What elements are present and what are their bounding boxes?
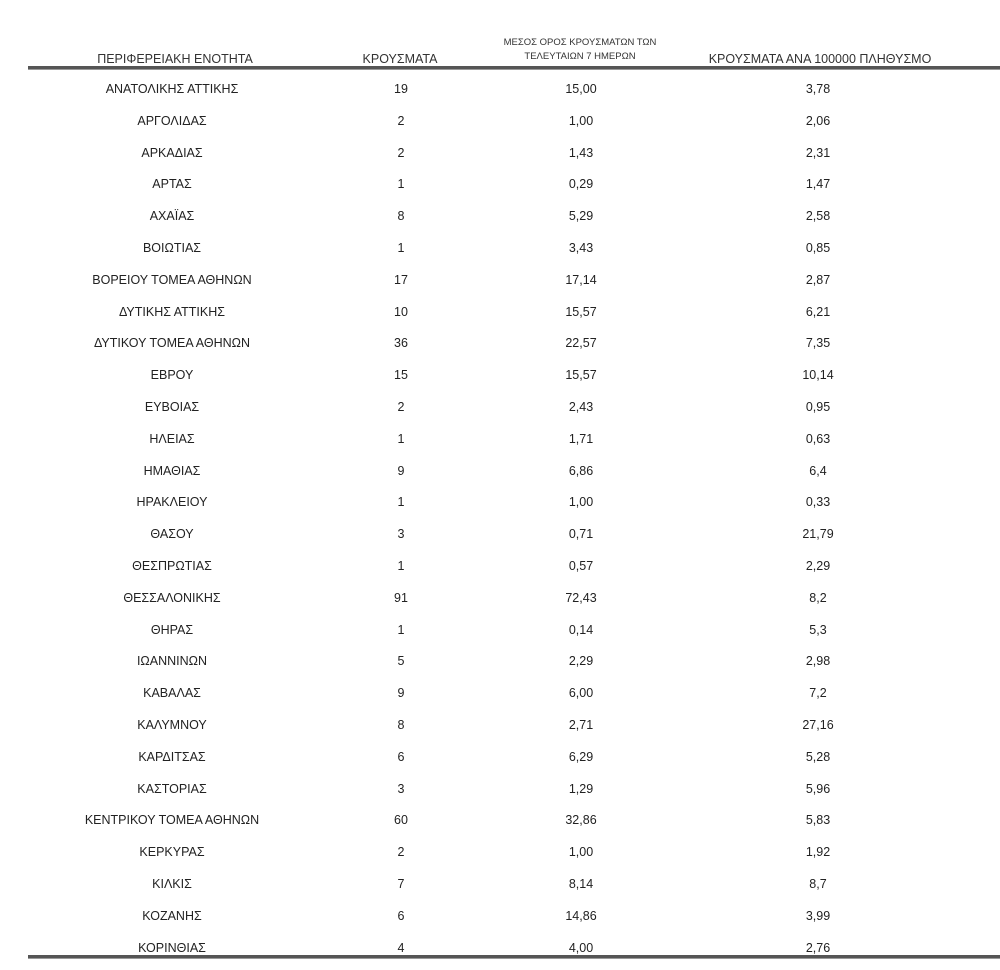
cell-avg: 2,43 — [568, 399, 594, 414]
table-row — [0, 557, 1000, 589]
cell-cases: 1 — [397, 622, 405, 637]
cell-avg: 1,00 — [568, 495, 594, 510]
cell-avg: 0,14 — [568, 622, 594, 637]
cell-per100k: 2,87 — [805, 272, 831, 287]
cell-cases: 1 — [397, 495, 405, 510]
cell-region: ΑΡΤΑΣ — [152, 177, 192, 192]
cell-per100k: 2,58 — [805, 209, 831, 224]
cell-region: ΒΟΡΕΙΟΥ ΤΟΜΕΑ ΑΘΗΝΩΝ — [92, 272, 252, 287]
table-row — [0, 271, 1000, 303]
cell-avg: 1,00 — [568, 113, 594, 128]
cell-cases: 1 — [397, 558, 405, 573]
cell-per100k: 3,99 — [805, 908, 831, 923]
table-row — [0, 207, 1000, 239]
cell-avg: 14,86 — [565, 908, 597, 923]
table-row — [0, 907, 1000, 939]
table-row — [0, 144, 1000, 176]
cell-cases: 17 — [394, 272, 408, 287]
cell-avg: 15,00 — [565, 82, 597, 96]
cell-per100k: 0,33 — [805, 495, 831, 510]
cell-cases: 6 — [397, 749, 405, 764]
cell-cases: 91 — [394, 590, 408, 605]
cell-avg: 32,86 — [565, 813, 597, 828]
cell-avg: 22,57 — [565, 336, 597, 351]
cell-region: ΚΟΡΙΝΘΙΑΣ — [138, 940, 206, 955]
cell-cases: 15 — [394, 368, 408, 383]
cell-region: ΑΧΑΪΑΣ — [149, 209, 195, 224]
cell-avg: 1,43 — [568, 145, 594, 160]
cell-avg: 0,57 — [568, 558, 594, 573]
cell-cases: 2 — [397, 845, 405, 860]
table-row — [0, 684, 1000, 716]
cell-per100k: 27,16 — [802, 717, 834, 732]
cell-per100k: 6,4 — [809, 463, 827, 478]
cell-per100k: 0,85 — [805, 240, 831, 255]
cell-per100k: 21,79 — [802, 527, 834, 542]
cell-cases: 4 — [397, 940, 405, 955]
header-avg — [470, 36, 690, 64]
cell-region: ΚΑΣΤΟΡΙΑΣ — [137, 781, 207, 796]
table-row — [0, 621, 1000, 653]
cell-region: ΑΡΓΟΛΙΔΑΣ — [137, 113, 207, 128]
cell-avg: 5,29 — [568, 209, 594, 224]
cell-region: ΔΥΤΙΚΟΥ ΤΟΜΕΑ ΑΘΗΝΩΝ — [93, 336, 251, 351]
cell-cases: 9 — [397, 686, 405, 701]
header-cases: ΚΡΟΥΣΜΑΤΑ — [362, 52, 438, 66]
cell-avg: 0,71 — [568, 527, 594, 542]
cell-region: ΑΝΑΤΟΛΙΚΗΣ ΑΤΤΙΚΗΣ — [105, 82, 239, 96]
table-row — [0, 430, 1000, 462]
cell-region: ΚΕΝΤΡΙΚΟΥ ΤΟΜΕΑ ΑΘΗΝΩΝ — [84, 813, 260, 828]
cell-region: ΚΑΒΑΛΑΣ — [143, 686, 201, 701]
cell-cases: 3 — [397, 527, 405, 542]
cell-region: ΑΡΚΑΔΙΑΣ — [141, 145, 203, 160]
cell-region: ΙΩΑΝΝΙΝΩΝ — [136, 654, 208, 669]
table-row — [0, 811, 1000, 843]
cell-per100k: 8,2 — [809, 590, 827, 605]
cell-cases: 6 — [397, 908, 405, 923]
cell-avg: 6,29 — [568, 749, 594, 764]
cell-per100k: 2,31 — [805, 145, 831, 160]
cell-cases: 2 — [397, 113, 405, 128]
table-row — [0, 366, 1000, 398]
cell-region: ΘΕΣΣΑΛΟΝΙΚΗΣ — [123, 590, 221, 605]
header-per100k: ΚΡΟΥΣΜΑΤΑ ΑΝΑ 100000 ΠΛΗΘΥΣΜΟ — [708, 52, 932, 66]
cell-region: ΚΟΖΑΝΗΣ — [142, 908, 202, 923]
header-region: ΠΕΡΙΦΕΡΕΙΑΚΗ ΕΝΟΤΗΤΑ — [97, 52, 253, 66]
table-row — [0, 303, 1000, 335]
table-row — [0, 843, 1000, 875]
header-rule — [28, 66, 1000, 70]
cell-region: ΗΛΕΙΑΣ — [149, 431, 195, 446]
cell-cases: 5 — [397, 654, 405, 669]
header-avg-line2: ΤΕΛΕΥΤΑΙΩΝ 7 ΗΜΕΡΩΝ — [524, 51, 636, 62]
cell-cases: 60 — [394, 813, 408, 828]
cell-per100k: 6,21 — [805, 304, 831, 319]
table-row — [0, 525, 1000, 557]
cell-per100k: 0,63 — [805, 431, 831, 446]
table-row — [0, 652, 1000, 684]
cell-avg: 1,00 — [568, 845, 594, 860]
cell-per100k: 0,95 — [805, 399, 831, 414]
cell-avg: 1,29 — [568, 781, 594, 796]
cell-avg: 2,71 — [568, 717, 594, 732]
table-row — [0, 716, 1000, 748]
cell-avg: 6,86 — [568, 463, 594, 478]
cell-per100k: 7,35 — [805, 336, 831, 351]
cell-per100k: 2,76 — [805, 940, 831, 955]
cell-per100k: 5,3 — [809, 622, 827, 637]
table-row — [0, 780, 1000, 812]
cell-per100k: 2,98 — [805, 654, 831, 669]
table-row — [0, 875, 1000, 907]
cell-cases: 10 — [394, 304, 408, 319]
table-row — [0, 398, 1000, 430]
cell-avg: 8,14 — [568, 876, 594, 891]
cell-per100k: 5,28 — [805, 749, 831, 764]
table-row — [0, 748, 1000, 780]
cell-cases: 7 — [397, 876, 405, 891]
cell-per100k: 3,78 — [805, 82, 831, 96]
table-row — [0, 112, 1000, 144]
cell-cases: 19 — [394, 82, 408, 96]
cell-per100k: 5,83 — [805, 813, 831, 828]
cell-cases: 8 — [397, 717, 405, 732]
cell-avg: 3,43 — [568, 240, 594, 255]
header-avg-line1: ΜΕΣΟΣ ΟΡΟΣ ΚΡΟΥΣΜΑΤΩΝ ΤΩΝ — [503, 37, 657, 48]
cell-cases: 2 — [397, 145, 405, 160]
cell-avg: 15,57 — [565, 304, 597, 319]
cell-cases: 1 — [397, 177, 405, 192]
cell-per100k: 2,06 — [805, 113, 831, 128]
cell-cases: 3 — [397, 781, 405, 796]
cell-region: ΘΕΣΠΡΩΤΙΑΣ — [132, 558, 212, 573]
cell-avg: 1,71 — [568, 431, 594, 446]
table-row — [0, 493, 1000, 525]
table-row — [0, 462, 1000, 494]
cell-region: ΗΜΑΘΙΑΣ — [143, 463, 201, 478]
cell-avg: 2,29 — [568, 654, 594, 669]
cell-avg: 6,00 — [568, 686, 594, 701]
table-row — [0, 589, 1000, 621]
cell-region: ΒΟΙΩΤΙΑΣ — [142, 240, 202, 255]
cell-region: ΗΡΑΚΛΕΙΟΥ — [136, 495, 208, 510]
cell-cases: 1 — [397, 431, 405, 446]
table-row — [0, 334, 1000, 366]
table-row — [0, 239, 1000, 271]
cell-per100k: 7,2 — [809, 686, 827, 701]
cell-cases: 9 — [397, 463, 405, 478]
cell-region: ΚΕΡΚΥΡΑΣ — [139, 845, 205, 860]
cell-avg: 72,43 — [565, 590, 597, 605]
cell-region: ΘΑΣΟΥ — [150, 527, 194, 542]
cell-region: ΘΗΡΑΣ — [150, 622, 194, 637]
cell-per100k: 8,7 — [809, 876, 827, 891]
table-body — [0, 80, 1000, 970]
cell-per100k: 1,92 — [805, 845, 831, 860]
cell-cases: 1 — [397, 240, 405, 255]
table-row — [0, 80, 1000, 112]
cell-avg: 0,29 — [568, 177, 594, 192]
cell-per100k: 1,47 — [805, 177, 831, 192]
cell-region: ΕΥΒΟΙΑΣ — [144, 399, 200, 414]
cell-region: ΚΙΛΚΙΣ — [152, 876, 192, 891]
bottom-rule — [28, 955, 1000, 959]
cell-per100k: 2,29 — [805, 558, 831, 573]
cell-region: ΕΒΡΟΥ — [150, 368, 194, 383]
cell-avg: 17,14 — [565, 272, 597, 287]
cell-per100k: 10,14 — [802, 368, 834, 383]
cell-avg: 4,00 — [568, 940, 594, 955]
cell-cases: 36 — [394, 336, 408, 351]
cell-avg: 15,57 — [565, 368, 597, 383]
cell-region: ΚΑΛΥΜΝΟΥ — [137, 717, 207, 732]
cell-region: ΚΑΡΔΙΤΣΑΣ — [138, 749, 206, 764]
cell-cases: 2 — [397, 399, 405, 414]
table-row — [0, 175, 1000, 207]
cell-per100k: 5,96 — [805, 781, 831, 796]
cell-region: ΔΥΤΙΚΗΣ ΑΤΤΙΚΗΣ — [119, 304, 225, 319]
cell-cases: 8 — [397, 209, 405, 224]
